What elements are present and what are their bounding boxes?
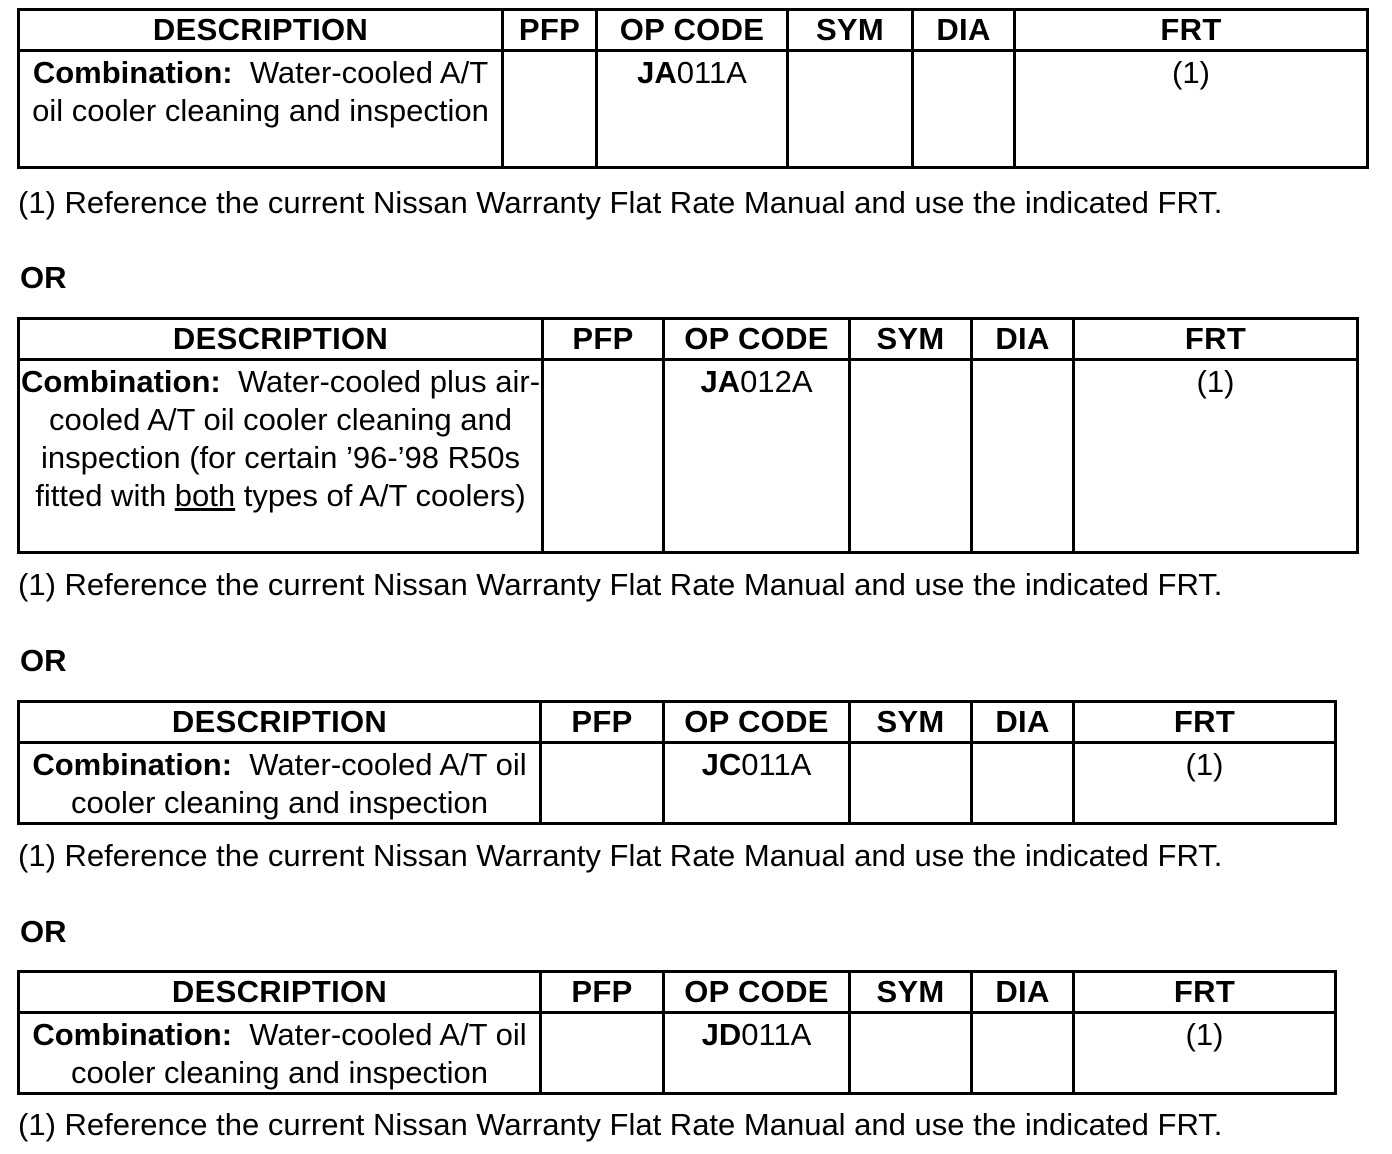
header-row <box>19 10 1368 51</box>
claim-table-1 <box>17 8 1369 169</box>
table-row <box>19 1013 1336 1094</box>
description-cell <box>19 51 503 168</box>
pfp-cell <box>503 51 597 168</box>
description-text: Water-cooled A/T oil cooler cleaning and inspection <box>70 1017 536 1090</box>
col-header-op-code: OP CODE <box>664 319 850 360</box>
header-row <box>19 702 1336 743</box>
col-header-frt: FRT <box>1074 972 1336 1013</box>
dia-cell <box>972 743 1074 824</box>
description-label: Combination: <box>32 55 233 90</box>
description-text: Water-cooled A/T oil cooler cleaning and inspection <box>70 747 536 820</box>
pfp-cell <box>543 360 664 553</box>
frt-cell: (1) <box>1074 743 1336 824</box>
col-header-dia: DIA <box>972 319 1074 360</box>
sym-cell <box>850 743 972 824</box>
or-label-3: OR <box>20 914 67 949</box>
col-header-dia: DIA <box>972 702 1074 743</box>
col-header-pfp: PFP <box>541 972 664 1013</box>
col-header-op-code: OP CODE <box>664 702 850 743</box>
or-label-2: OR <box>20 643 67 678</box>
or-label-1: OR <box>20 260 67 295</box>
description-cell <box>19 360 543 553</box>
col-header-sym: SYM <box>850 702 972 743</box>
op-code-cell <box>597 51 788 168</box>
footnote-4: (1) Reference the current Nissan Warranty Flat Rate Manual and use the indicated FRT. <box>18 1107 1223 1142</box>
op-code-cell <box>664 360 850 553</box>
col-header-frt: FRT <box>1015 10 1368 51</box>
footnote-1: (1) Reference the current Nissan Warranty Flat Rate Manual and use the indicated FRT. <box>18 185 1223 220</box>
op-code-suffix: 012A <box>740 364 813 399</box>
description-text: Water-cooled plus air-cooled A/T oil cooler cleaning and inspection (for certain ’96-’98 R50s fitted with <box>35 364 541 513</box>
col-header-sym: SYM <box>850 319 972 360</box>
dia-cell <box>913 51 1015 168</box>
op-code-suffix: 011A <box>741 1017 812 1052</box>
table-row <box>19 51 1368 168</box>
description-label: Combination: <box>32 747 233 782</box>
table-row <box>19 743 1336 824</box>
header-row <box>19 972 1336 1013</box>
col-header-description: DESCRIPTION <box>19 10 503 51</box>
col-header-description: DESCRIPTION <box>19 319 543 360</box>
description-text: Water-cooled A/T oil cooler cleaning and inspection <box>32 55 497 128</box>
description-cell <box>19 743 541 824</box>
op-code-prefix: JD <box>701 1017 742 1052</box>
col-header-frt: FRT <box>1074 702 1336 743</box>
col-header-sym: SYM <box>850 972 972 1013</box>
table-row <box>19 360 1358 553</box>
description-cell <box>19 1013 541 1094</box>
description-text-end: types of A/T coolers) <box>235 478 526 513</box>
footnote-3: (1) Reference the current Nissan Warranty Flat Rate Manual and use the indicated FRT. <box>18 838 1223 873</box>
claim-table-2 <box>17 317 1359 554</box>
col-header-dia: DIA <box>972 972 1074 1013</box>
sym-cell <box>850 360 972 553</box>
pfp-cell <box>541 1013 664 1094</box>
col-header-pfp: PFP <box>543 319 664 360</box>
op-code-suffix: 011A <box>676 55 747 90</box>
col-header-description: DESCRIPTION <box>19 972 541 1013</box>
col-header-frt: FRT <box>1074 319 1358 360</box>
dia-cell <box>972 1013 1074 1094</box>
description-label: Combination: <box>32 1017 233 1052</box>
header-row <box>19 319 1358 360</box>
col-header-op-code: OP CODE <box>664 972 850 1013</box>
col-header-op-code: OP CODE <box>597 10 788 51</box>
frt-cell: (1) <box>1074 1013 1336 1094</box>
dia-cell <box>972 360 1074 553</box>
col-header-description: DESCRIPTION <box>19 702 541 743</box>
op-code-cell <box>664 1013 850 1094</box>
claim-table-3 <box>17 700 1337 825</box>
col-header-pfp: PFP <box>503 10 597 51</box>
claim-table-4 <box>17 970 1337 1095</box>
op-code-prefix: JA <box>700 364 741 399</box>
description-emphasis: both <box>174 478 236 513</box>
footnote-2: (1) Reference the current Nissan Warranty Flat Rate Manual and use the indicated FRT. <box>18 567 1223 602</box>
sym-cell <box>788 51 913 168</box>
sym-cell <box>850 1013 972 1094</box>
op-code-cell <box>664 743 850 824</box>
description-label: Combination: <box>20 364 221 399</box>
col-header-dia: DIA <box>913 10 1015 51</box>
frt-cell: (1) <box>1015 51 1368 168</box>
op-code-suffix: 011A <box>741 747 812 782</box>
op-code-prefix: JA <box>637 55 677 90</box>
frt-cell: (1) <box>1074 360 1358 553</box>
col-header-pfp: PFP <box>541 702 664 743</box>
op-code-prefix: JC <box>701 747 742 782</box>
col-header-sym: SYM <box>788 10 913 51</box>
pfp-cell <box>541 743 664 824</box>
